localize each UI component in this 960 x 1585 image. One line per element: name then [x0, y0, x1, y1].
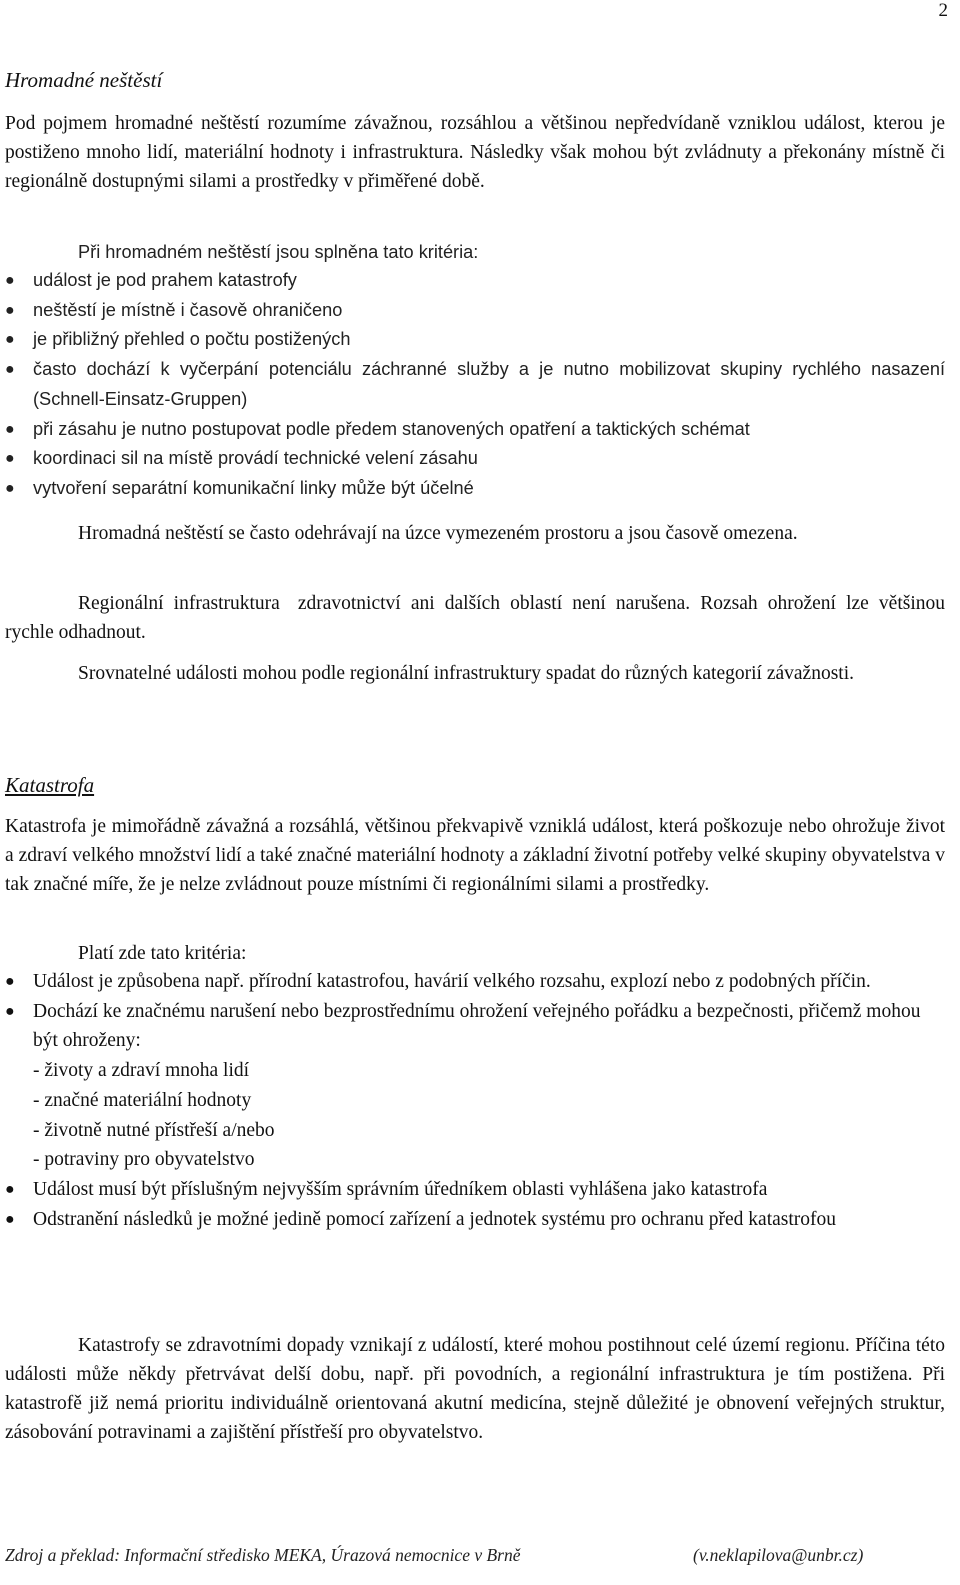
footer [5, 1545, 905, 1566]
bullet-icon: ● [5, 479, 15, 497]
bullet-icon: ● [5, 1002, 15, 1020]
bullet-icon: ● [5, 450, 15, 468]
bullet-icon: ● [5, 1210, 15, 1228]
section-heading-hromadne-nestesti: Hromadné neštěstí [5, 68, 163, 92]
paragraph-infrastructure: Regionální infrastruktura zdravotnictví ani dalších oblastí není narušena. Rozsah ohrožení lze většinou rychle odhadnout. [5, 593, 945, 643]
bullet-icon: ● [5, 331, 15, 349]
criteria-list [5, 266, 945, 504]
paragraph-comparison: Srovnatelné události mohou podle regionální infrastruktury spadat do různých kategorií závažnosti. [78, 663, 855, 684]
list-item: - potraviny pro obyvatelstvo [33, 1149, 255, 1171]
bullet-icon: ● [5, 361, 15, 379]
list-item: - životně nutné přístřeší a/nebo [33, 1119, 275, 1141]
list-item: ● Dochází ke značnému narušení nebo bezprostřednímu ohrožení veřejného pořádku a bezpečnosti, přičemž mohou být ohroženy: - životy a zdraví mnoha lidí - značné materiální hodnoty - životně nutné přístřeší a/nebo - potraviny pro obyvatelstvo [5, 997, 945, 1175]
katastrofa-closing: Katastrofy se zdravotními dopady vznikají z událostí, které mohou postihnout celé území regionu. Příčina této události může někdy přetrvávat delší dobu, např. při povodních, a regionální infrastruktura je tím postižena. Při katastrofě již nemá prioritu individuálně orientovaná akutní medicína, stejně důležité je obnovení veřejných struktur, zásobování potravinami a zajištění přístřeší pro obyvatelstvo. [5, 1335, 945, 1443]
footer-contact-email[interactable]: (v.neklapilova@unbr.cz) [693, 1545, 864, 1565]
section-heading-katastrofa: Katastrofa [5, 773, 95, 797]
bullet-icon: ● [5, 420, 15, 438]
paragraph-space: Hromadná neštěstí se často odehrávají na úzce vymezeném prostoru a jsou časově omezena. [78, 523, 798, 544]
katastrofa-intro: Katastrofa je mimořádně závažná a rozsáhlá, většinou překvapivě vzniklá událost, která poškozuje nebo ohrožuje život a zdraví velkého množství lidí a také značné materiální hodnoty a základní životní potřeby velké skupiny obyvatelstva v tak značné míře, že je nelze zvládnout pouze místními či regionálními silami a prostředky. [5, 816, 945, 895]
list-item: - značné materiální hodnoty [33, 1089, 252, 1111]
list-item: ● Událost musí být příslušným nejvyšším správním úředníkem oblasti vyhlášena jako katastrofa [5, 1175, 945, 1205]
footer-source: Zdroj a překlad: Informační středisko MEKA, Úrazová nemocnice v Brně [5, 1545, 521, 1565]
list-item: ● při zásahu je nutno postupovat podle předem stanovených opatření a taktických schémat [5, 415, 945, 445]
intro-paragraph: Pod pojmem hromadné neštěstí rozumíme závažnou, rozsáhlou a většinou nepředvídaně vzniklou událost, kterou je postiženo mnoho lidí, materiální hodnoty i infrastruktura. Následky však mohou být zvládnuty a překonány místně či regionálně dostupnými silami a prostředky v přiměřené době. [5, 113, 945, 192]
katastrofa-criteria-intro: Platí zde tato kritéria: [78, 943, 247, 964]
list-item: ● neštěstí je místně i časově ohraničeno [5, 296, 945, 326]
list-item: ● událost je pod prahem katastrofy [5, 266, 945, 296]
list-item: ● často dochází k vyčerpání potenciálu záchranné služby a je nutno mobilizovat skupiny rychlého nasazení (Schnell-Einsatz-Gruppen) [5, 355, 945, 414]
list-item: - životy a zdraví mnoha lidí [33, 1060, 250, 1082]
list-item: ● koordinaci sil na místě provádí technické velení zásahu [5, 444, 945, 474]
bullet-icon: ● [5, 1180, 15, 1198]
list-item: ● Událost je způsobena např. přírodní katastrofou, havárií velkého rozsahu, explozí nebo z podobných příčin. [5, 967, 945, 997]
list-item: ● je přibližný přehled o počtu postižených [5, 325, 945, 355]
criteria-intro: Při hromadném neštěstí jsou splněna tato kritéria: [78, 242, 479, 262]
bullet-icon: ● [5, 301, 15, 319]
page-number: 2 [938, 0, 948, 21]
list-item: ● vytvoření separátní komunikační linky může být účelné [5, 474, 945, 504]
katastrofa-criteria-list [5, 967, 945, 1234]
threat-list [33, 1056, 945, 1175]
bullet-icon: ● [5, 973, 15, 990]
list-item: ● Odstranění následků je možné jedině pomocí zařízení a jednotek systému pro ochranu před katastrofou [5, 1205, 945, 1235]
bullet-icon: ● [5, 272, 15, 289]
